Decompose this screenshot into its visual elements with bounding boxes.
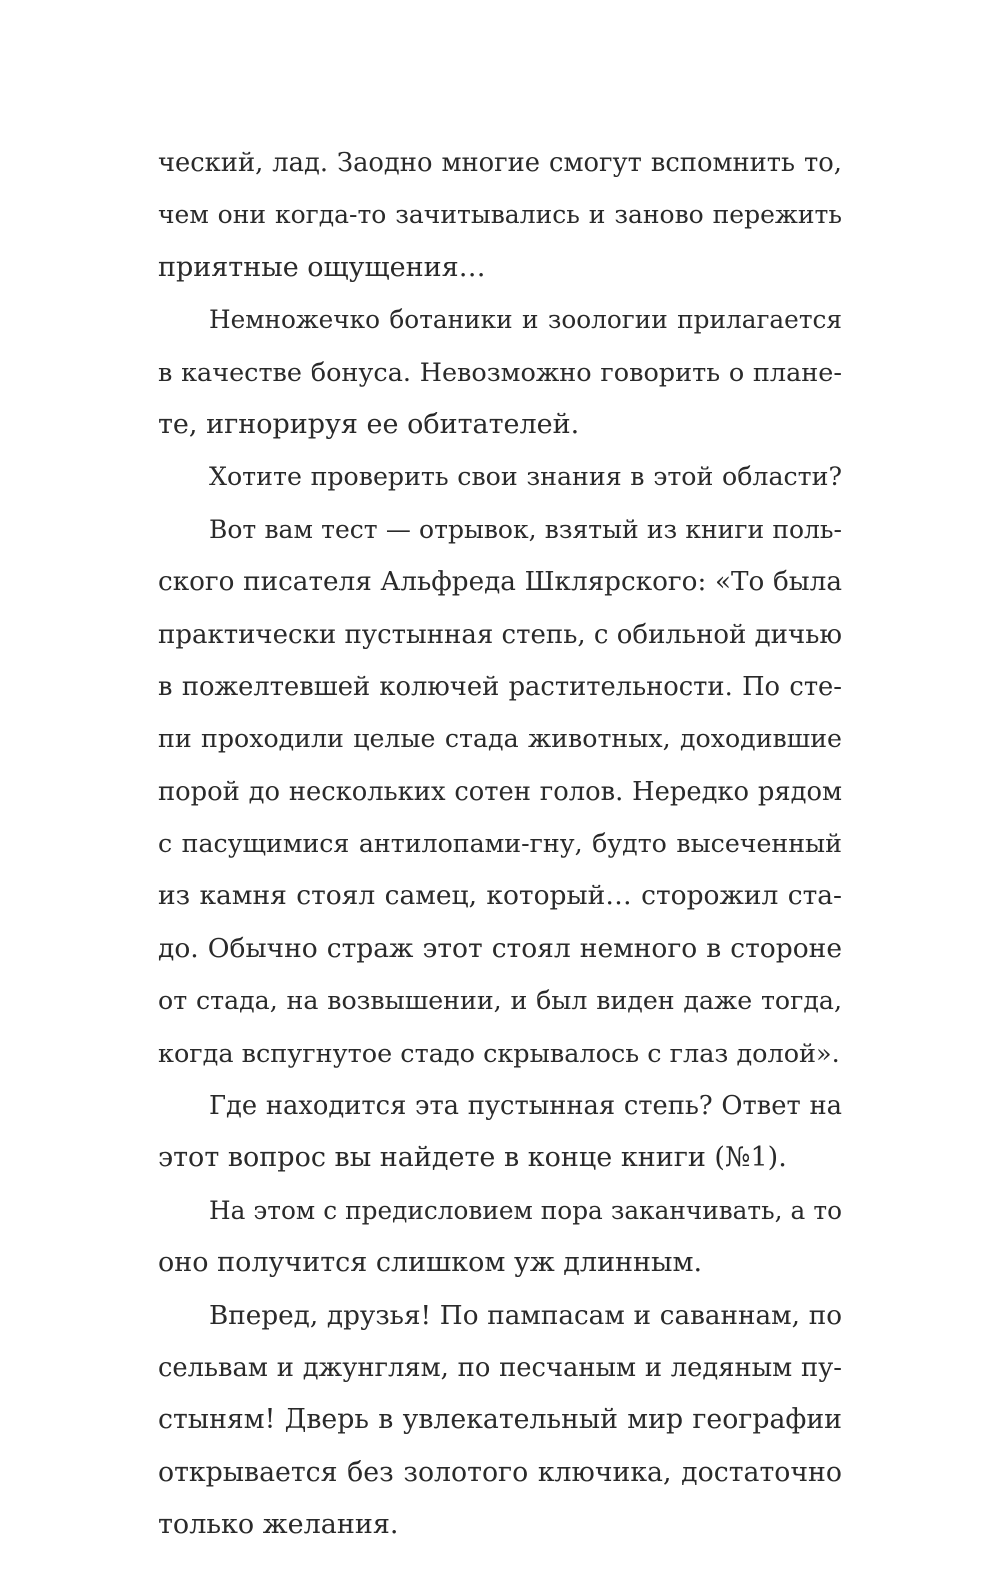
paragraph-start-line: Где находится эта пустынная степь? Ответ на xyxy=(209,1091,842,1122)
text-line: открывается без золотого ключика, достаточно xyxy=(158,1456,842,1488)
paragraph-start-line: Вперед, друзья! По пампасам и саваннам, по xyxy=(209,1300,842,1331)
paragraph-start-line: Немножечко ботаники и зоологии прилагается xyxy=(209,305,842,335)
text-line: порой до нескольких сотен голов. Нередко рядом xyxy=(158,776,842,807)
text-line: с пасущимися антилопами-гну, будто высеченный xyxy=(158,829,842,859)
paragraph-start-line: На этом с предисловием пора заканчивать, а то xyxy=(209,1195,842,1225)
text-line: от стада, на возвышении, и был виден даже тогда, xyxy=(158,986,842,1016)
text-line: из камня стоял самец, который… сторожил ста- xyxy=(158,880,842,912)
text-line: в пожелтевшей колючей растительности. По сте- xyxy=(158,671,842,702)
text-line: сельвам и джунглям, по песчаным и ледяным пу- xyxy=(158,1352,842,1383)
text-line: этот вопрос вы найдете в конце книги (№1). xyxy=(158,1142,787,1174)
paragraph-start-line: Хотите проверить свои знания в этой области? xyxy=(209,462,842,492)
text-line: когда вспугнутое стадо скрывалось с глаз долой». xyxy=(158,1038,840,1069)
paragraph-start-line: Вот вам тест — отрывок, взятый из книги поль- xyxy=(209,514,842,544)
text-line: те, игнорируя ее обитателей. xyxy=(158,408,580,440)
body-text xyxy=(158,137,842,1552)
text-line: приятные ощущения… xyxy=(158,251,486,283)
text-line: оно получится слишком уж длинным. xyxy=(158,1247,703,1279)
text-line: ческий, лад. Заодно многие смогут вспомнить то, xyxy=(158,148,842,178)
text-line: только желания. xyxy=(158,1509,399,1541)
text-line: ского писателя Альфреда Шклярского: «То была xyxy=(158,567,842,598)
text-line: в качестве бонуса. Невозможно говорить о плане- xyxy=(158,357,842,388)
text-line: стыням! Дверь в увлекательный мир географии xyxy=(158,1404,842,1436)
text-line: до. Обычно страж этот стоял немного в стороне xyxy=(158,932,842,964)
text-line: чем они когда-то зачитывались и заново пережить xyxy=(158,200,842,230)
text-line: практически пустынная степь, с обильной дичью xyxy=(158,619,842,650)
text-line: пи проходили целые стада животных, доходившие xyxy=(158,724,842,754)
